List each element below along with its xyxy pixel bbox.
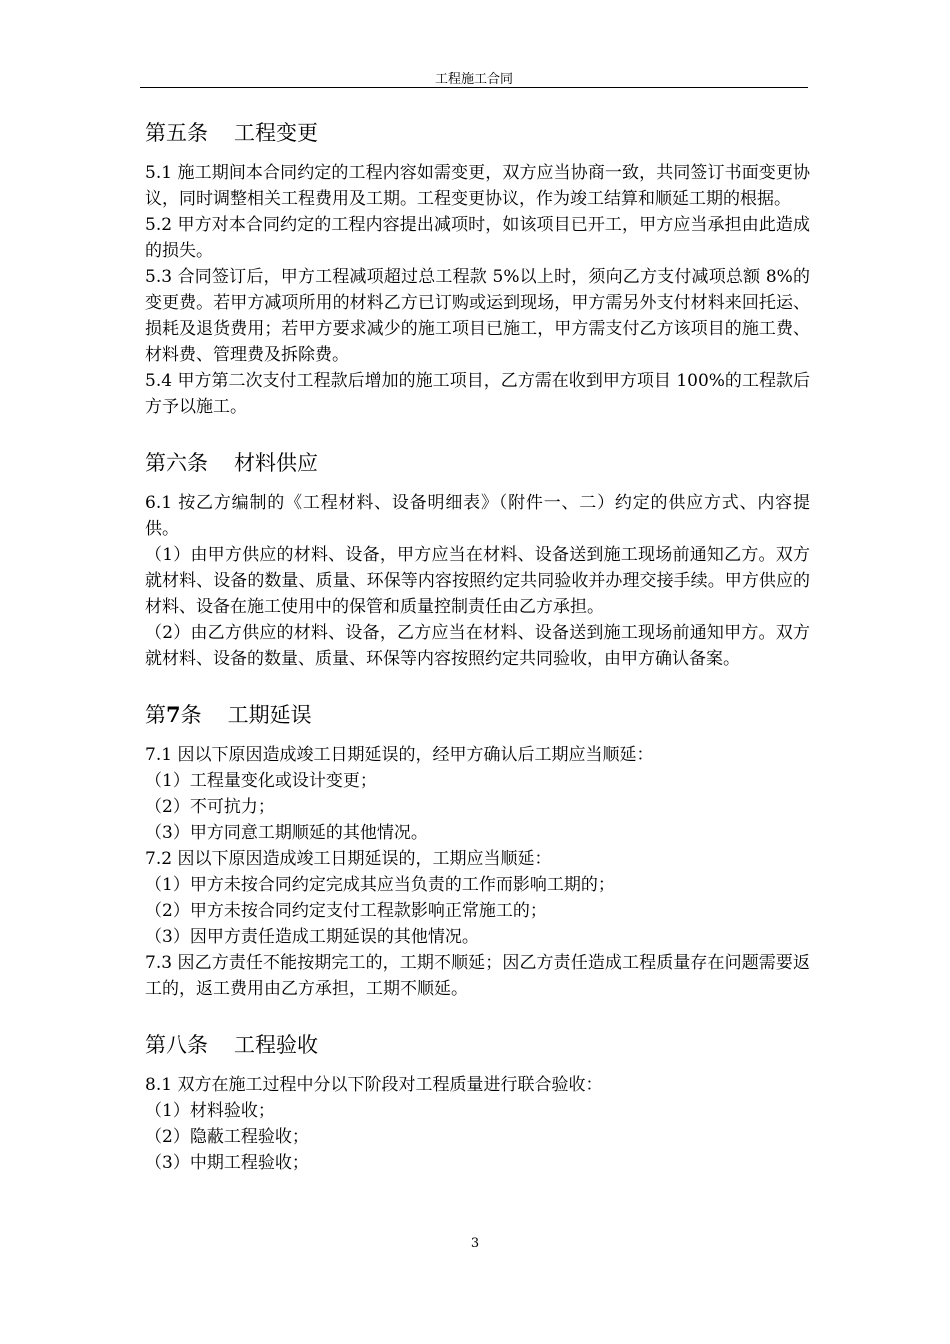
section-8 xyxy=(145,1028,810,1176)
paragraph: 7.2 因以下原因造成竣工日期延误的，工期应当顺延： xyxy=(145,849,552,869)
paragraph: （2）由乙方供应的材料、设备，乙方应当在材料、设备送到施工现场前通知甲方。双方就材料、设备的数量、质量、环保等内容按照约定共同验收，由甲方确认备案。 xyxy=(145,623,810,669)
section-number: 第八条 xyxy=(145,1033,208,1057)
section-number-digit: 7 xyxy=(166,702,181,727)
paragraph: 7.3 因乙方责任不能按期完工的，工期不顺延；因乙方责任造成工程质量存在问题需要返工的，返工费用由乙方承担，工期不顺延。 xyxy=(145,953,810,999)
paragraph: 6.1 按乙方编制的《工程材料、设备明细表》（附件一、二）约定的供应方式、内容提供。 xyxy=(145,493,810,539)
section-title: 材料供应 xyxy=(234,451,318,475)
section-5 xyxy=(145,116,810,420)
paragraph: 5.2 甲方对本合同约定的工程内容提出减项时，如该项目已开工，甲方应当承担由此造成的损失。 xyxy=(145,215,810,261)
paragraph: （1）由甲方供应的材料、设备，甲方应当在材料、设备送到施工现场前通知乙方。双方就材料、设备的数量、质量、环保等内容按照约定共同验收并办理交接手续。甲方供应的材料、设备在施工使用中的保管和质量控制责任由乙方承担。 xyxy=(145,545,810,617)
paragraph: （1）工程量变化或设计变更； xyxy=(145,771,377,791)
paragraph: （1）材料验收； xyxy=(145,1101,275,1121)
section-7 xyxy=(145,698,810,1002)
section-heading xyxy=(145,698,810,732)
document-body xyxy=(145,116,810,1176)
section-number xyxy=(145,698,202,732)
paragraph: （2）甲方未按合同约定支付工程款影响正常施工的； xyxy=(145,901,547,921)
running-header: 工程施工合同 xyxy=(434,72,513,87)
section-number-prefix: 第 xyxy=(145,703,166,727)
section-number: 第五条 xyxy=(145,121,208,145)
header-divider xyxy=(140,87,808,88)
paragraph: （2）隐蔽工程验收； xyxy=(145,1127,309,1147)
paragraph: （3）中期工程验收； xyxy=(145,1153,309,1173)
paragraph: （3）因甲方责任造成工期延误的其他情况。 xyxy=(145,927,479,947)
section-title: 工程验收 xyxy=(234,1033,318,1057)
paragraph: （1）甲方未按合同约定完成其应当负责的工作而影响工期的； xyxy=(145,875,615,895)
section-number-suffix: 条 xyxy=(180,703,202,727)
section-heading xyxy=(145,1028,810,1062)
section-heading xyxy=(145,446,810,480)
section-number: 第六条 xyxy=(145,451,208,475)
section-heading xyxy=(145,116,810,150)
paragraph: （3）甲方同意工期顺延的其他情况。 xyxy=(145,823,428,843)
section-6 xyxy=(145,446,810,672)
section-title: 工期延误 xyxy=(227,703,312,727)
section-title: 工程变更 xyxy=(234,121,318,145)
paragraph: 8.1 双方在施工过程中分以下阶段对工程质量进行联合验收： xyxy=(145,1075,603,1095)
paragraph: 7.1 因以下原因造成竣工日期延误的，经甲方确认后工期应当顺延： xyxy=(145,745,654,765)
paragraph: 5.3 合同签订后，甲方工程减项超过总工程款 5%以上时，须向乙方支付减项总额 8%的变更费。若甲方减项所用的材料乙方已订购或运到现场，甲方需另外支付材料来回托运、损耗及退货费用；若甲方要求减少的施工项目已施工，甲方需支付乙方该项目的施工费、材料费、管理费及拆除费。 xyxy=(145,267,810,365)
page-number: 3 xyxy=(470,1236,480,1251)
paragraph: 5.1 施工期间本合同约定的工程内容如需变更，双方应当协商一致，共同签订书面变更协议，同时调整相关工程费用及工期。工程变更协议，作为竣工结算和顺延工期的根据。 xyxy=(145,163,810,209)
paragraph: 5.4 甲方第二次支付工程款后增加的施工项目，乙方需在收到甲方项目 100%的工程款后方予以施工。 xyxy=(145,371,810,417)
paragraph: （2）不可抗力； xyxy=(145,797,275,817)
